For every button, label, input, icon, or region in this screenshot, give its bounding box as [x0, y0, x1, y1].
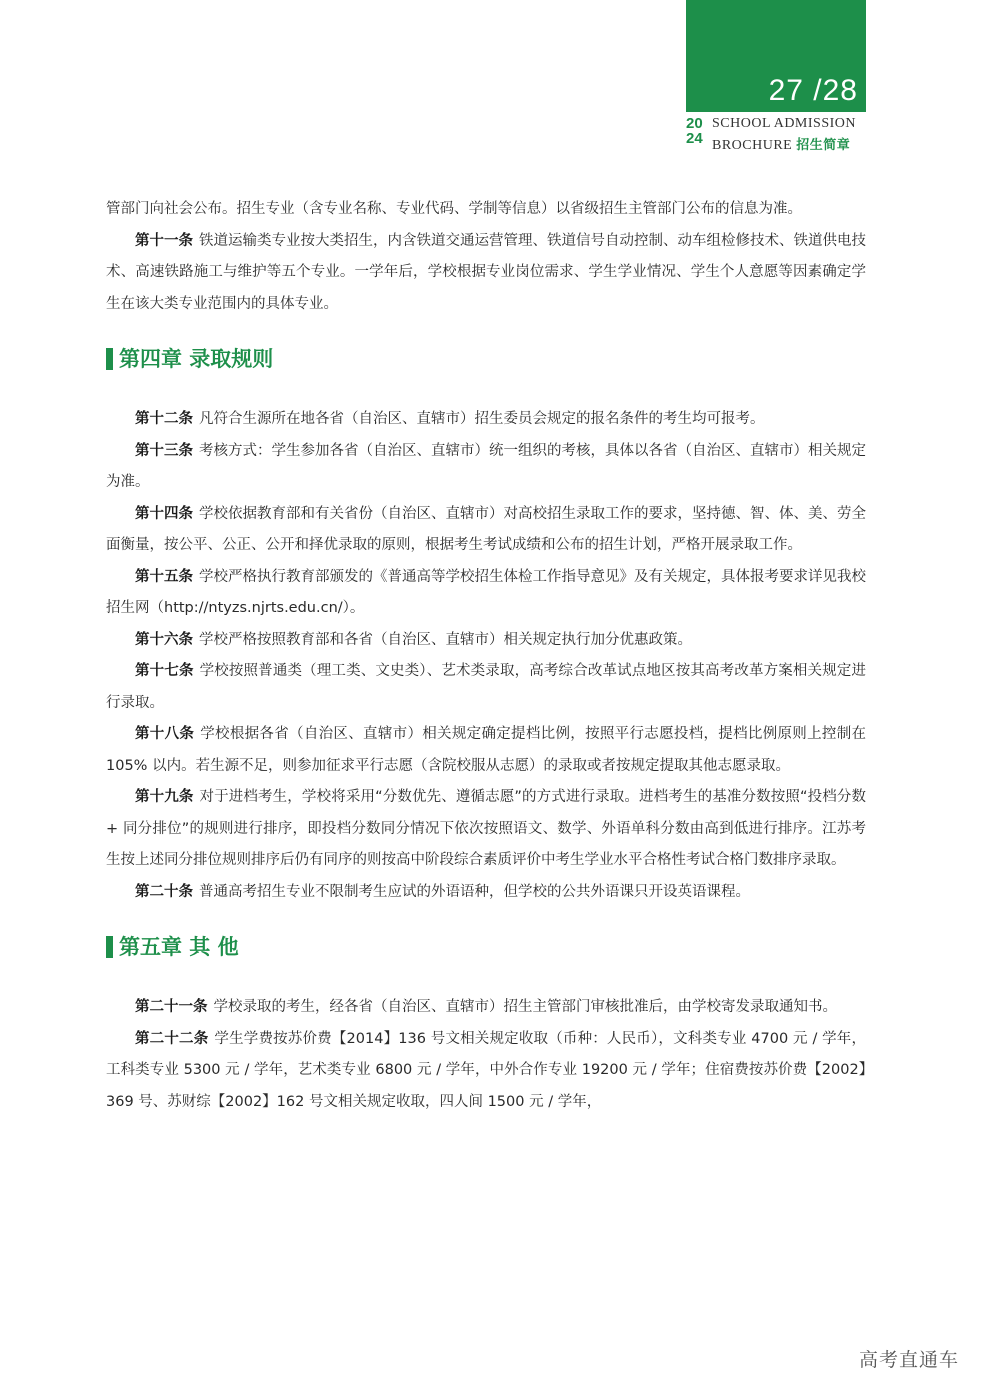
intro-paragraph: 管部门向社会公布。招生专业（含专业名称、专业代码、学制等信息）以省级招生主管部门公布的信息为准。: [106, 201, 802, 217]
article-number: 第十四条: [135, 505, 193, 522]
article-paragraph: [106, 562, 866, 625]
brochure-line2: BROCHURE 招生简章: [712, 138, 851, 153]
article-text: 学校依据教育部和有关省份（自治区、直辖市）对高校招生录取工作的要求，坚持德、智、体、美、劳全面衡量，按公平、公正、公开和择优录取的原则，根据考生考试成绩和公布的招生计划，严格开展录取工作。: [106, 505, 866, 553]
article-paragraph: [106, 782, 866, 877]
article-number: 第十五条: [135, 568, 193, 585]
article-text: 学校严格按照教育部和各省（自治区、直辖市）相关规定执行加分优惠政策。: [199, 631, 692, 648]
article-number: 第二十一条: [135, 999, 208, 1015]
chapter-five-heading: [106, 932, 866, 962]
article-paragraph: [106, 992, 866, 1024]
article-number: 第十一条: [135, 232, 193, 249]
chapter-four-heading: [106, 344, 866, 374]
article-text: 普通高考招生专业不限制考生应试的外语语种，但学校的公共外语课只开设英语课程。: [199, 883, 750, 900]
article-text: 凡符合生源所在地各省（自治区、直辖市）招生委员会规定的报名条件的考生均可报考。: [199, 411, 765, 427]
year-logo: 20 24: [686, 115, 703, 147]
article-number: 第十九条: [135, 789, 194, 805]
article-paragraph: [106, 499, 866, 562]
article-number: 第十七条: [135, 663, 194, 679]
article-paragraph: [106, 404, 866, 436]
article-paragraph: [106, 436, 866, 499]
heading-bar: [106, 936, 113, 958]
chapter-four-title: 第四章 录取规则: [119, 347, 274, 371]
article-number: 第十八条: [135, 726, 195, 742]
chapter-five-title: 第五章 其 他: [119, 935, 239, 959]
article-text: 学校录取的考生，经各省（自治区、直辖市）招生主管部门审核批准后，由学校寄发录取通知书。: [213, 999, 837, 1015]
article-text: 学校按照普通类（理工类、文史类）、艺术类录取，高考综合改革试点地区按其高考改革方案相关规定进行录取。: [106, 663, 866, 711]
article-text: 考核方式：学生参加各省（自治区、直辖市）统一组织的考核，具体以各省（自治区、直辖市）相关规定为准。: [106, 442, 866, 490]
brochure-cn: 招生简章: [796, 138, 851, 153]
article-number: 第十六条: [135, 631, 193, 648]
article-number: 第十三条: [135, 442, 193, 459]
article-number: 第二十二条: [135, 1030, 209, 1047]
article-paragraph: [106, 719, 866, 782]
article-paragraph: [106, 1024, 866, 1119]
article-number: 第二十条: [135, 883, 193, 900]
page-number: 27 /28: [768, 74, 858, 107]
brochure-label: [686, 116, 866, 152]
article-paragraph: [106, 625, 866, 657]
article-text: 学生学费按苏价费【2014】136 号文相关规定收取（币种：人民币），文科类专业 4700 元 / 学年，工科类专业 5300 元 / 学年，艺术类专业 6800 元 / 学年，中外合作专业 19200 元 / 学年；住宿费按苏价费【2002】369 号、苏财综【2002】162 号文相关规定收取，四人间 1500 元 / 学年，: [106, 1030, 866, 1110]
document-body: [106, 194, 866, 1118]
brochure-line1: SCHOOL ADMISSION: [712, 116, 857, 131]
article-paragraph: [106, 656, 866, 719]
article-text: 学校根据各省（自治区、直辖市）相关规定确定提档比例，按照平行志愿投档，提档比例原则上控制在 105% 以内。若生源不足，则参加征求平行志愿（含院校服从志愿）的录取或者按规定提取其他志愿录取。: [106, 726, 867, 774]
article-text: 铁道运输类专业按大类招生，内含铁道交通运营管理、铁道信号自动控制、动车组检修技术、铁道供电技术、高速铁路施工与维护等五个专业。一学年后，学校根据专业岗位需求、学生学业情况、学生个人意愿等因素确定学生在该大类专业范围内的具体专业。: [106, 232, 866, 312]
header-green-block: [686, 0, 866, 112]
article-number: 第十二条: [135, 411, 193, 427]
heading-bar: [106, 348, 113, 370]
article-text: 对于进档考生，学校将采用“分数优先、遵循志愿”的方式进行录取。进档考生的基准分数按照“投档分数 + 同分排位”的规则进行排序，即投档分数同分情况下依次按照语文、数学、外语单科分数由高到低进行排序。江苏考生按上述同分排位规则排序后仍有同序的则按高中阶段综合素质评价中考生学业水平合格性考试合格门数排序录取。: [106, 789, 866, 868]
article-text: 学校严格执行教育部颁发的《普通高等学校招生体检工作指导意见》及有关规定，具体报考要求详见我校招生网（http://ntyzs.njrts.edu.cn/）。: [106, 568, 866, 616]
article-paragraph: [106, 226, 866, 321]
article-paragraph: [106, 877, 866, 909]
watermark-text: 高考直通车: [858, 1349, 959, 1371]
